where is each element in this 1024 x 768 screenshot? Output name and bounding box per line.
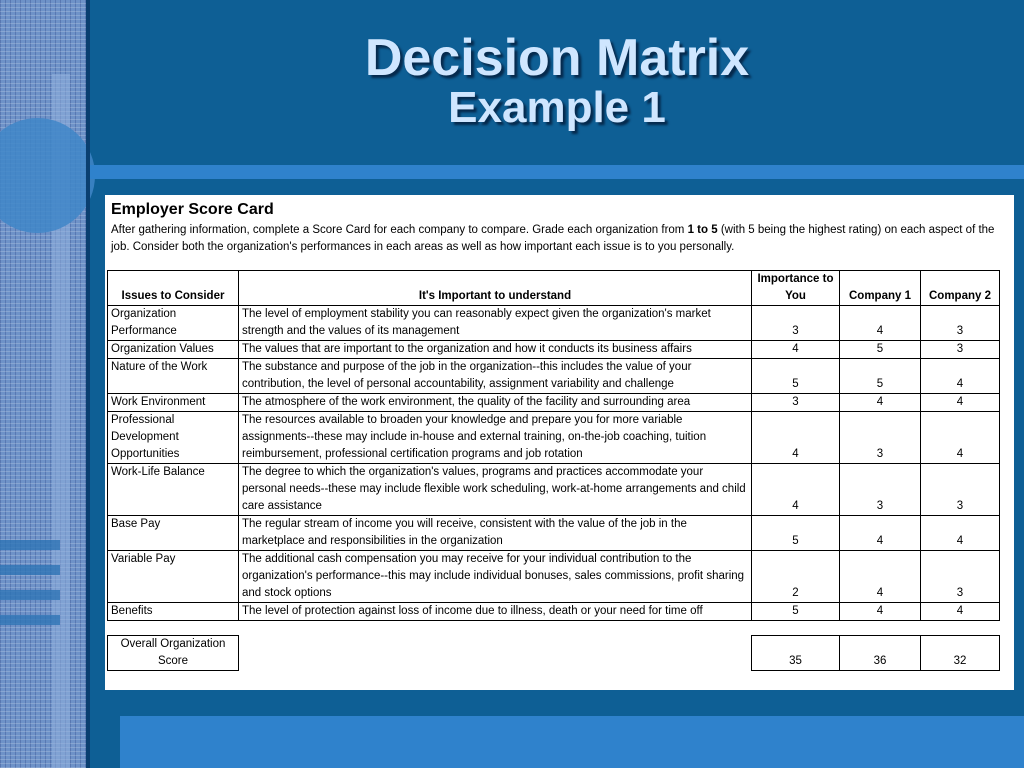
intro-rating-range: 1 to 5 [687,224,718,236]
importance-cell: 4 [752,341,840,359]
company-1-cell: 4 [840,603,921,621]
header-company-1: Company 1 [840,271,921,306]
score-card-intro [111,222,1001,256]
company-1-cell: 4 [840,516,921,551]
company-2-cell: 4 [921,359,1000,394]
issue-cell: Nature of the Work [108,359,239,394]
score-card-header [111,201,1001,256]
total-company-1: 36 [840,636,921,671]
description-cell: The level of protection against loss of income due to illness, death or your need for time off [239,603,752,621]
description-cell: The atmosphere of the work environment, the quality of the facility and surrounding area [239,394,752,412]
importance-cell: 2 [752,551,840,603]
company-2-cell: 3 [921,341,1000,359]
header-description: It's Important to understand [239,271,752,306]
header-issues: Issues to Consider [108,271,239,306]
company-1-cell: 5 [840,359,921,394]
description-cell: The values that are important to the organization and how it conducts its business affairs [239,341,752,359]
company-2-cell: 3 [921,306,1000,341]
header-importance: Importance to You [752,271,840,306]
spacer-row [108,621,1000,636]
table-row [108,359,1000,394]
issue-cell: Variable Pay [108,551,239,603]
company-2-cell: 3 [921,464,1000,516]
decorative-left-strip [0,0,86,768]
importance-cell: 3 [752,306,840,341]
company-2-cell: 4 [921,394,1000,412]
table-row [108,412,1000,464]
decorative-bar [0,615,60,625]
table-row [108,394,1000,412]
total-importance: 35 [752,636,840,671]
description-cell: The degree to which the organization's values, programs and practices accommodate your personal needs--these may include flexible work scheduling, work-at-home arrangements and child care assistance [239,464,752,516]
company-1-cell: 4 [840,394,921,412]
header-company-2: Company 2 [921,271,1000,306]
slide-title-main: Decision Matrix [364,29,750,87]
decision-matrix-table [107,270,1000,671]
company-2-cell: 4 [921,412,1000,464]
intro-text-end: (with 5 being the highest rating) on each aspect of the job. Consider both the organization's performances in each areas as well as how important each issue is to you personally. [111,224,995,253]
decorative-top-band [90,165,1024,179]
issue-cell: Base Pay [108,516,239,551]
issue-cell: Work Environment [108,394,239,412]
total-company-2: 32 [921,636,1000,671]
description-cell: The regular stream of income you will receive, consistent with the value of the job in the marketplace and responsibilities in the organization [239,516,752,551]
table-row [108,603,1000,621]
description-cell: The level of employment stability you can reasonably expect given the organization's market strength and the values of its management [239,306,752,341]
table-row [108,551,1000,603]
company-1-cell: 3 [840,412,921,464]
table-header-row [108,271,1000,306]
slide-title [90,29,1024,132]
description-cell: The substance and purpose of the job in the organization--this includes the value of your contribution, the level of personal accountability, assignment variability and challenge [239,359,752,394]
decorative-bar [0,590,60,600]
importance-cell: 5 [752,603,840,621]
decorative-bar [0,540,60,550]
total-row [108,636,1000,671]
decorative-bar [0,565,60,575]
description-cell: The additional cash compensation you may receive for your individual contribution to the organization's performance--this may include individual bonuses, sales commissions, profit sharing and stock options [239,551,752,603]
importance-cell: 4 [752,412,840,464]
company-1-cell: 4 [840,306,921,341]
importance-cell: 5 [752,516,840,551]
score-card-title: Employer Score Card [111,201,274,218]
issue-cell: Organization Values [108,341,239,359]
decorative-bottom-band [120,716,1024,768]
slide-subtitle: Example 1 [448,83,666,132]
importance-cell: 5 [752,359,840,394]
total-spacer [239,636,752,671]
table-row [108,306,1000,341]
intro-text: After gathering information, complete a Score Card for each company to compare. Grade each organization from [111,224,688,236]
company-1-cell: 4 [840,551,921,603]
company-1-cell: 3 [840,464,921,516]
company-2-cell: 3 [921,551,1000,603]
importance-cell: 3 [752,394,840,412]
company-2-cell: 4 [921,516,1000,551]
importance-cell: 4 [752,464,840,516]
issue-cell: Professional Development Opportunities [108,412,239,464]
total-label: Overall Organization Score [108,636,239,671]
description-cell: The resources available to broaden your knowledge and prepare you for more variable assignments--these may include in-house and external training, on-the-job coaching, tuition reimbursement, professional certification programs and job rotation [239,412,752,464]
company-1-cell: 5 [840,341,921,359]
issue-cell: Work-Life Balance [108,464,239,516]
issue-cell: Benefits [108,603,239,621]
table-row [108,516,1000,551]
table-row [108,464,1000,516]
table-row [108,341,1000,359]
score-card [105,195,1014,690]
issue-cell: Organization Performance [108,306,239,341]
company-2-cell: 4 [921,603,1000,621]
